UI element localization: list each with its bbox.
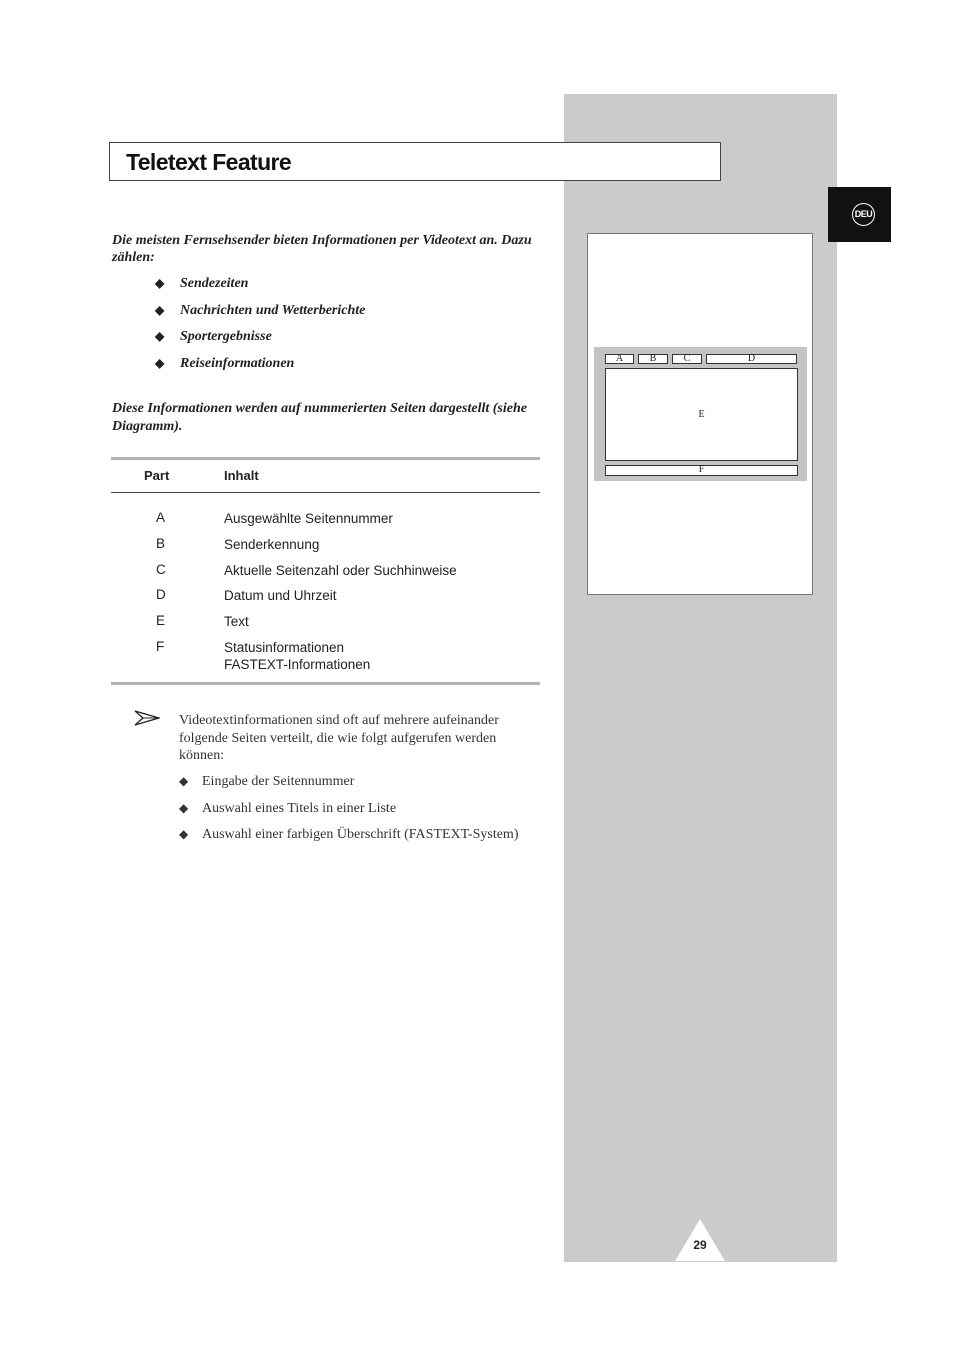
intro-text: Die meisten Fernsehsender bieten Informationen per Videotext an. Dazu zählen: [112, 233, 532, 265]
diamond-bullet-icon: ◆ [179, 800, 189, 815]
note-arrow-icon [134, 709, 160, 727]
row-content: Aktuelle Seitenzahl oder Suchhinweise [224, 563, 457, 578]
list-item: ◆ Auswahl eines Titels in einer Liste [179, 801, 518, 828]
diagram-label-e: E [605, 368, 798, 461]
diagram-label-b: B [638, 354, 668, 364]
list-item: ◆ Reiseinformationen [155, 356, 365, 383]
row-content: Statusinformationen [224, 640, 345, 655]
language-tab[interactable] [828, 187, 891, 242]
title-box [109, 142, 721, 181]
table-top-rule [111, 457, 540, 460]
language-badge: DEU [852, 203, 875, 226]
diagram-reference-text: Diese Informationen werden auf nummerierten Seiten dargestellt (siehe Diagramm). [112, 401, 527, 434]
row-content: Ausgewählte Seitennummer [224, 511, 393, 526]
row-part: D [156, 587, 166, 602]
table-bottom-rule [111, 682, 540, 685]
table-header-content: Inhalt [224, 468, 259, 483]
note-bullet-list [179, 774, 518, 854]
row-part: B [156, 536, 166, 551]
intro-bullet-list [155, 276, 365, 382]
diamond-bullet-icon: ◆ [155, 329, 165, 344]
diamond-bullet-icon: ◆ [155, 302, 165, 317]
row-part: E [156, 613, 166, 628]
diagram-label-a: A [605, 354, 634, 364]
row-content-line2: FASTEXT-Informationen [224, 657, 371, 672]
diagram-label-f: F [605, 465, 798, 476]
table-header-rule [111, 492, 540, 493]
list-item: ◆ Auswahl einer farbigen Überschrift (FASTEXT-System) [179, 827, 518, 854]
note-text: Videotextinformationen sind oft auf mehrere aufeinander folgende Seiten verteilt, die wie folgt aufgerufen werden können: [179, 713, 499, 763]
table-header-part: Part [144, 468, 170, 483]
list-item: ◆ Sportergebnisse [155, 329, 365, 356]
page-title: Teletext Feature [126, 149, 292, 175]
diagram-label-c: C [672, 354, 702, 364]
list-item: ◆ Nachrichten und Wetterberichte [155, 303, 365, 330]
list-item: ◆ Sendezeiten [155, 276, 365, 303]
row-part: A [156, 510, 166, 525]
page-number: 29 [693, 1238, 707, 1252]
diamond-bullet-icon: ◆ [179, 774, 189, 788]
row-part: C [156, 562, 166, 577]
diamond-bullet-icon: ◆ [179, 827, 189, 842]
row-content: Senderkennung [224, 537, 320, 552]
diagram-label-d: D [706, 354, 797, 364]
diamond-bullet-icon: ◆ [155, 355, 165, 370]
list-item: ◆ Eingabe der Seitennummer [179, 774, 518, 801]
diamond-bullet-icon: ◆ [155, 276, 165, 290]
row-content: Datum und Uhrzeit [224, 588, 337, 603]
row-content: Text [224, 614, 249, 629]
row-part: F [156, 639, 165, 654]
